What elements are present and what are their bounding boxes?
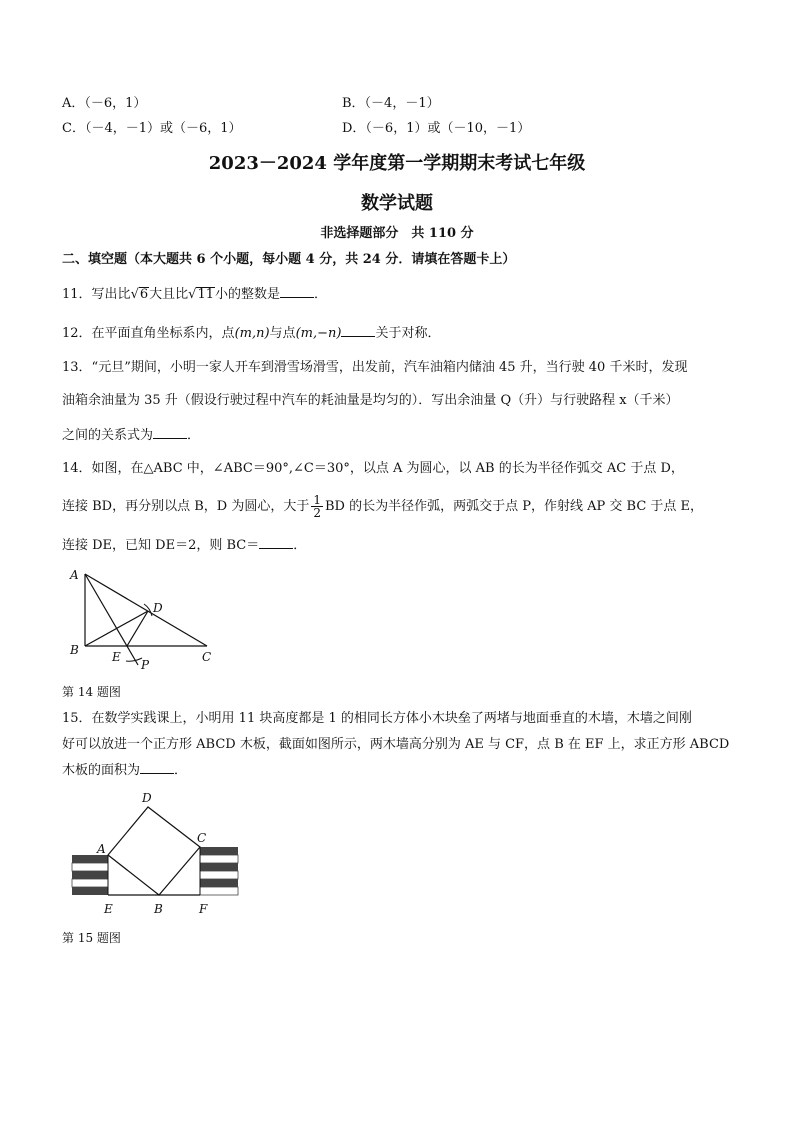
right-wall: [200, 847, 238, 895]
fraction-one-half: [311, 494, 323, 519]
q12-text-1: 在平面直角坐标系内，点: [91, 326, 235, 341]
q15-line-3-text: 木板的面积为: [62, 763, 141, 778]
q11-text-1: 写出比: [91, 287, 131, 302]
label-b: B: [154, 902, 163, 916]
question-15-line-3: [62, 759, 187, 778]
fraction-denominator: 2: [313, 506, 321, 520]
option-a: A．（－6，1）: [62, 96, 147, 111]
question-13-line-3: [62, 424, 200, 443]
option-b: B．（－4，－1）: [342, 96, 440, 111]
figure-15-diagram: [62, 785, 247, 920]
label-e: E: [104, 902, 113, 916]
question-14-line-2: [62, 494, 703, 519]
answer-blank: [259, 536, 293, 549]
q13-end: ．: [187, 428, 201, 443]
question-14-line-1: 14．如图，在△ABC 中，∠ABC＝90°,∠C＝30°，以点 A 为圆心，以 AB 的长为半径作弧交 AC 于点 D，: [62, 461, 684, 476]
answer-blank: [280, 285, 314, 298]
label-d: D: [153, 601, 163, 615]
q14-end: ．: [293, 538, 307, 553]
label-f: F: [199, 902, 208, 916]
figure-14-caption: 第 14 题图: [62, 685, 121, 699]
left-wall: [72, 855, 108, 895]
question-13-line-2: 油箱余油量为 35 升（假设行驶过程中汽车的耗油量是均匀的）．写出余油量 Q（升）与行驶路程 x（千米）: [62, 393, 679, 408]
label-b: B: [70, 643, 79, 657]
q11-number: 11．: [62, 287, 92, 302]
q11-radicand-2: 11: [197, 287, 214, 302]
q12-point-2: (m,−n): [295, 326, 342, 341]
label-a: A: [70, 568, 79, 582]
answer-blank: [140, 761, 174, 774]
q12-point-1: (m,n): [234, 326, 270, 341]
label-d: D: [142, 791, 152, 805]
question-11: [62, 283, 327, 302]
square-abcd: [108, 807, 200, 895]
sqrt-symbol: √: [130, 287, 139, 302]
fraction-numerator: 1: [313, 493, 321, 507]
q12-text-2: 与点: [269, 326, 296, 341]
q15-end: ．: [174, 763, 188, 778]
question-15-line-1: 15．在数学实践课上，小明用 11 块高度都是 1 的相同长方体小木块垒了两堵与地面垂直的木墙，木墙之间刚: [62, 711, 692, 726]
part-heading: 非选择题部分 共 110 分: [320, 226, 474, 241]
q14-line-2a: 连接 BD，再分别以点 B，D 为圆心，大于: [62, 499, 310, 514]
exam-title: 2023－2024 学年度第一学期期末考试七年级: [208, 153, 586, 174]
label-c: C: [197, 831, 207, 845]
option-d: D．（－6，1）或（－10，－1）: [342, 121, 531, 136]
sqrt-symbol: √: [188, 287, 197, 302]
label-e: E: [112, 650, 121, 664]
q11-end: ．: [314, 287, 328, 302]
question-15-line-2: 好可以放进一个正方形 ABCD 木板，截面如图所示，两木墙高分别为 AE 与 CF，点 B 在 EF 上，求正方形 ABCD: [62, 737, 730, 752]
q12-number: 12．: [62, 326, 92, 341]
option-c: C．（－4，－1）或（－6，1）: [62, 121, 242, 136]
figure-14-diagram: [60, 562, 230, 677]
question-12: [62, 322, 440, 341]
q11-text-2: 大且比: [149, 287, 189, 302]
question-13-line-1: 13．“元旦”期间，小明一家人开车到滑雪场滑雪，出发前，汽车油箱内储油 45 升，当行驶 40 千米时，发现: [62, 360, 688, 375]
q14-line-3-text: 连接 DE，已知 DE＝2，则 BC＝: [62, 538, 260, 553]
q11-radicand-1: 6: [139, 287, 149, 302]
figure-15-caption: 第 15 题图: [62, 931, 121, 945]
label-c: C: [202, 650, 212, 664]
label-p: P: [141, 658, 150, 672]
answer-blank: [341, 324, 375, 337]
q11-text-3: 小的整数是: [215, 287, 281, 302]
q14-line-2b: BD 的长为半径作弧，两弧交于点 P，作射线 AP 交 BC 于点 E，: [325, 499, 704, 514]
answer-blank: [153, 426, 187, 439]
subject-title: 数学试题: [361, 193, 433, 214]
section-heading: 二、填空题（本大题共 6 个小题，每小题 4 分，共 24 分．请填在答题卡上）: [62, 252, 516, 267]
q13-line-3-text: 之间的关系式为: [62, 428, 154, 443]
q12-text-3: 关于对称．: [375, 326, 441, 341]
label-a: A: [97, 842, 106, 856]
question-14-line-3: [62, 534, 306, 553]
